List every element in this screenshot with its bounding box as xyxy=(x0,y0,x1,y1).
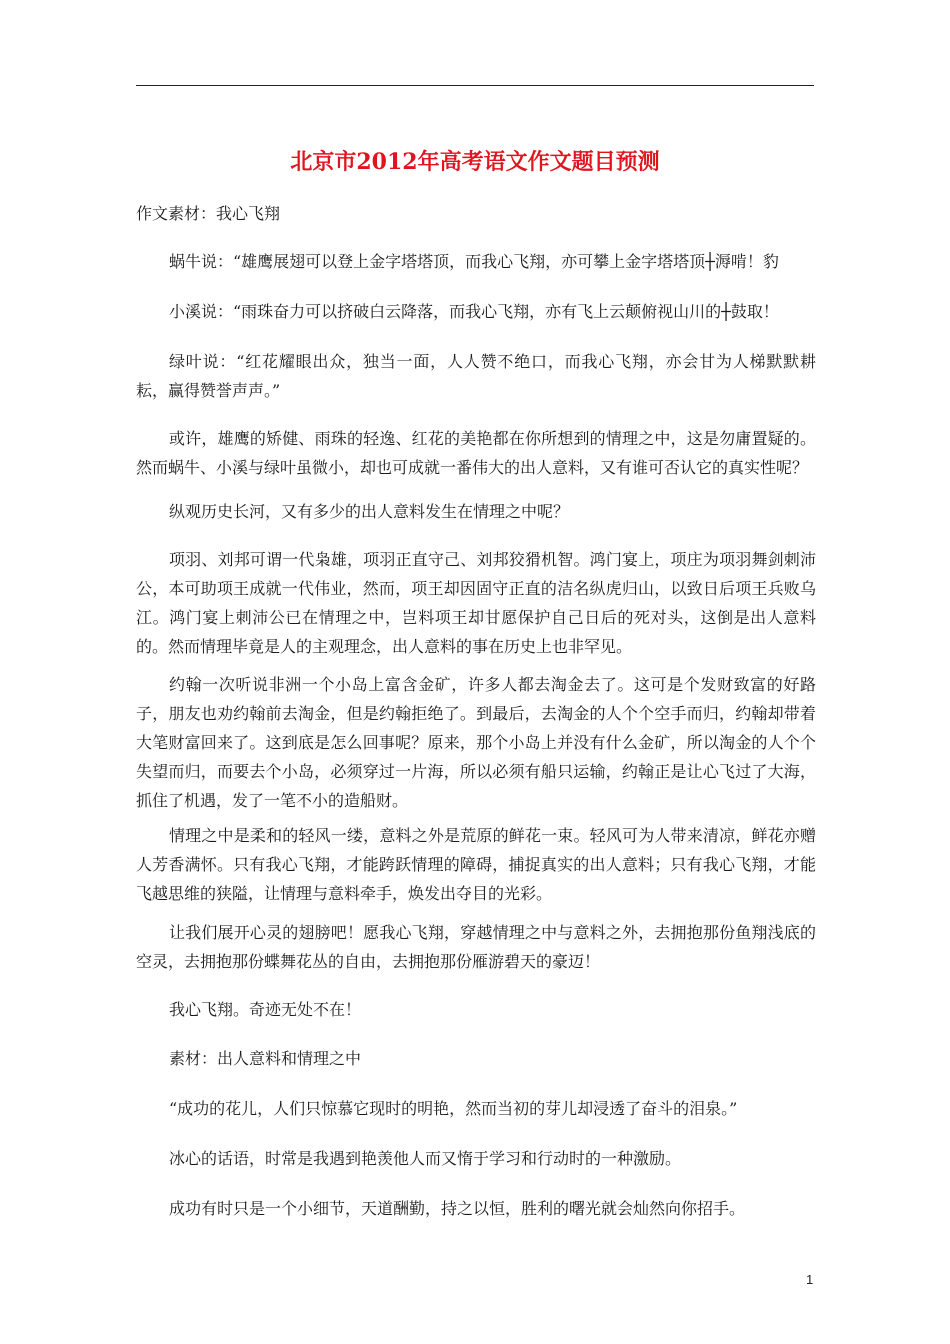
paragraph-snail: 蜗牛说：“雄鹰展翅可以登上金字塔塔顶，而我心飞翔，亦可攀上金字塔塔顶┼溽啃！豹 xyxy=(169,252,779,271)
paragraph-history: 纵观历史长河，又有多少的出人意料发生在情理之中呢？ xyxy=(169,502,570,521)
paragraph-john: 约翰一次听说非洲一个小岛上富含金矿，许多人都去淘金去了。这可是个发财致富的好路子，朋友也劝约翰前去淘金，但是约翰拒绝了。到最后，去淘金的人个个空手而归，约翰却带着大笔财富回来了。这到底是怎么回事呢？原来，那个小岛上并没有什么金矿，所以淘金的人个个失望而归，而要去个小岛，必须穿过一片海，所以必须有船只运输，约翰正是让心飞过了大海，抓住了机遇，发了一笔不小的造船财。 xyxy=(136,675,816,810)
page-number: 1 xyxy=(806,1272,814,1287)
paragraph-miracle: 我心飞翔。奇迹无处不在！ xyxy=(169,1000,362,1019)
paragraph-material-two: 素材：出人意料和情理之中 xyxy=(169,1049,362,1068)
paragraph-breeze-flower: 情理之中是柔和的轻风一缕，意料之外是荒原的鲜花一束。轻风可为人带来清凉，鲜花亦赠人芳香满怀。只有我心飞翔，才能跨跃情理的障碍，捕捉真实的出人意料；只有我心飞翔，才能飞越思维的狭隘，让情理与意料牵手，焕发出夺目的光彩。 xyxy=(136,826,816,903)
paragraph-wings: 让我们展开心灵的翅膀吧！愿我心飞翔，穿越情理之中与意料之外，去拥抱那份鱼翔浅底的空灵，去拥抱那份蝶舞花丛的自由，去拥抱那份雁游碧天的豪迈！ xyxy=(136,923,816,971)
paragraph-quote: “成功的花儿，人们只惊慕它现时的明艳，然而当初的芽儿却浸透了奋斗的泪泉。” xyxy=(169,1099,738,1118)
paragraph-bingxin: 冰心的话语，时常是我遇到艳羡他人而又惰于学习和行动时的一种激励。 xyxy=(169,1149,682,1168)
paragraph-xiangyu-liubang: 项羽、刘邦可谓一代枭雄，项羽正直守己、刘邦狡猾机智。鸿门宴上，项庄为项羽舞剑刺沛公，本可助项王成就一代伟业，然而，项王却因固守正直的洁名纵虎归山，以致日后项王兵败乌江。鸿门宴上刺沛公已在情理之中，岂料项王却甘愿保护自己日后的死对头，这倒是出人意料的。然而情理毕竟是人的主观理念，出人意料的事在历史上也非罕见。 xyxy=(136,550,816,656)
paragraph-stream: 小溪说：“雨珠奋力可以挤破白云降落，而我心飞翔，亦有飞上云颠俯视山川的┼鼓取！ xyxy=(169,302,779,321)
paragraph-success: 成功有时只是一个小细节，天道酬勤，持之以恒，胜利的曙光就会灿然向你招手。 xyxy=(169,1199,746,1218)
document-title: 北京市2012年高考语文作文题目预测 xyxy=(290,149,660,175)
header-rule xyxy=(136,85,814,86)
paragraph-perhaps: 或许，雄鹰的矫健、雨珠的轻逸、红花的美艳都在你所想到的情理之中，这是勿庸置疑的。然而蜗牛、小溪与绿叶虽微小，却也可成就一番伟大的出人意料，又有谁可否认它的真实性呢？ xyxy=(136,429,816,477)
paragraph-material-heading: 作文素材：我心飞翔 xyxy=(136,204,281,223)
paragraph-leaf: 绿叶说：“红花耀眼出众，独当一面，人人赞不绝口，而我心飞翔，亦会甘为人梯默默耕耘，赢得赞誉声声。” xyxy=(136,352,816,400)
